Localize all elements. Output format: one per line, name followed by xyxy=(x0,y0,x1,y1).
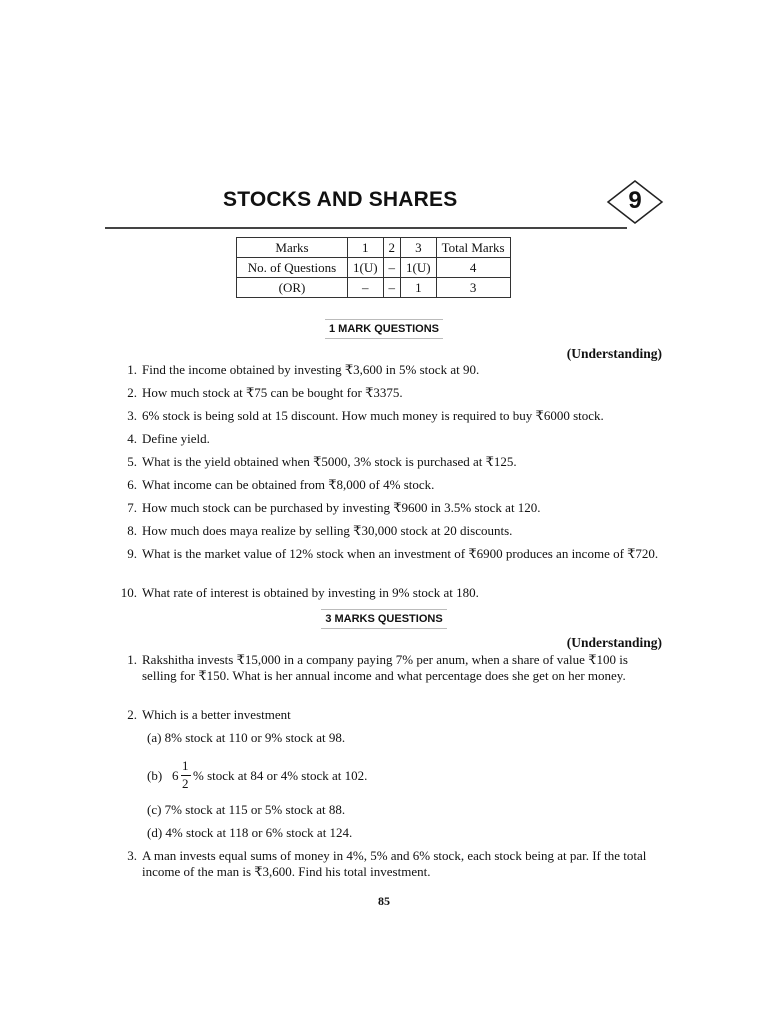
sub-question-b xyxy=(147,758,447,794)
table-row xyxy=(237,238,511,258)
table-cell: 1(U) xyxy=(401,258,437,278)
fraction-bar xyxy=(181,775,191,776)
question-item: 10. What rate of interest is obtained by investing in 9% stock at 180. xyxy=(120,585,479,600)
table-cell: Total Marks xyxy=(436,238,510,258)
question-item: 3. A man invests equal sums of money in 4%, 5% and 6% stock, each stock being at par. If the total income of the man is ₹3,600. Find his total investment. xyxy=(127,848,647,879)
table-cell: No. of Questions xyxy=(237,258,348,278)
question-item: 3. 6% stock is being sold at 15 discount. How much money is required to buy ₹6000 stock. xyxy=(127,408,604,423)
fraction-numerator: 1 xyxy=(182,758,189,773)
question-item: 6. What income can be obtained from ₹8,000 of 4% stock. xyxy=(127,477,435,492)
sub-text: % stock at 84 or 4% stock at 102. xyxy=(193,768,368,783)
table-cell: – xyxy=(383,278,401,298)
table-cell: 3 xyxy=(401,238,437,258)
table-cell: (OR) xyxy=(237,278,348,298)
sub-question-d: (d) 4% stock at 118 or 6% stock at 124. xyxy=(147,825,353,840)
table-cell: Marks xyxy=(237,238,348,258)
question-item: 8. How much does maya realize by selling ₹30,000 stock at 20 discounts. xyxy=(127,523,513,538)
question-item: 9. What is the market value of 12% stock when an investment of ₹6900 produces an income of ₹720. xyxy=(127,546,659,561)
table-cell: 3 xyxy=(436,278,510,298)
table-row xyxy=(237,258,511,278)
sub-question-c: (c) 7% stock at 115 or 5% stock at 88. xyxy=(147,802,346,817)
table-cell: – xyxy=(348,278,384,298)
level-label: (Understanding) xyxy=(566,346,662,361)
table-cell: 2 xyxy=(383,238,401,258)
question-item: 2. How much stock at ₹75 can be bought for ₹3375. xyxy=(127,385,403,400)
table-cell: 1 xyxy=(401,278,437,298)
question-item: 1. Find the income obtained by investing ₹3,600 in 5% stock at 90. xyxy=(127,362,480,377)
table-cell: – xyxy=(383,258,401,278)
table-cell: 1(U) xyxy=(348,258,384,278)
section-heading-3-marks: 3 MARKS QUESTIONS xyxy=(0,609,768,629)
chapter-title: STOCKS AND SHARES xyxy=(223,188,458,211)
sub-label: (b) xyxy=(147,768,163,783)
question-item: 7. How much stock can be purchased by investing ₹9600 in 3.5% stock at 120. xyxy=(127,500,541,515)
page-number: 85 xyxy=(378,894,390,908)
sub-question-a: (a) 8% stock at 110 or 9% stock at 98. xyxy=(147,730,346,745)
question-item: 2. Which is a better investment xyxy=(127,707,291,722)
question-item: 5. What is the yield obtained when ₹5000, 3% stock is purchased at ₹125. xyxy=(127,454,517,469)
question-item: 1. Rakshitha invests ₹15,000 in a company paying 7% per anum, when a share of value ₹100 is selling for ₹150. What is her annual income and what percentage does she get on her money. xyxy=(127,652,628,683)
title-rule xyxy=(105,227,627,229)
level-label: (Understanding) xyxy=(566,635,662,650)
mixed-whole: 6 xyxy=(172,768,179,783)
marks-table xyxy=(236,237,511,298)
section-heading-1-mark: 1 MARK QUESTIONS xyxy=(0,319,768,339)
chapter-number: 9 xyxy=(628,187,642,214)
question-item: 4. Define yield. xyxy=(127,431,210,446)
table-cell: 4 xyxy=(436,258,510,278)
table-cell: 1 xyxy=(348,238,384,258)
table-row xyxy=(237,278,511,298)
fraction-denominator: 2 xyxy=(182,776,189,791)
